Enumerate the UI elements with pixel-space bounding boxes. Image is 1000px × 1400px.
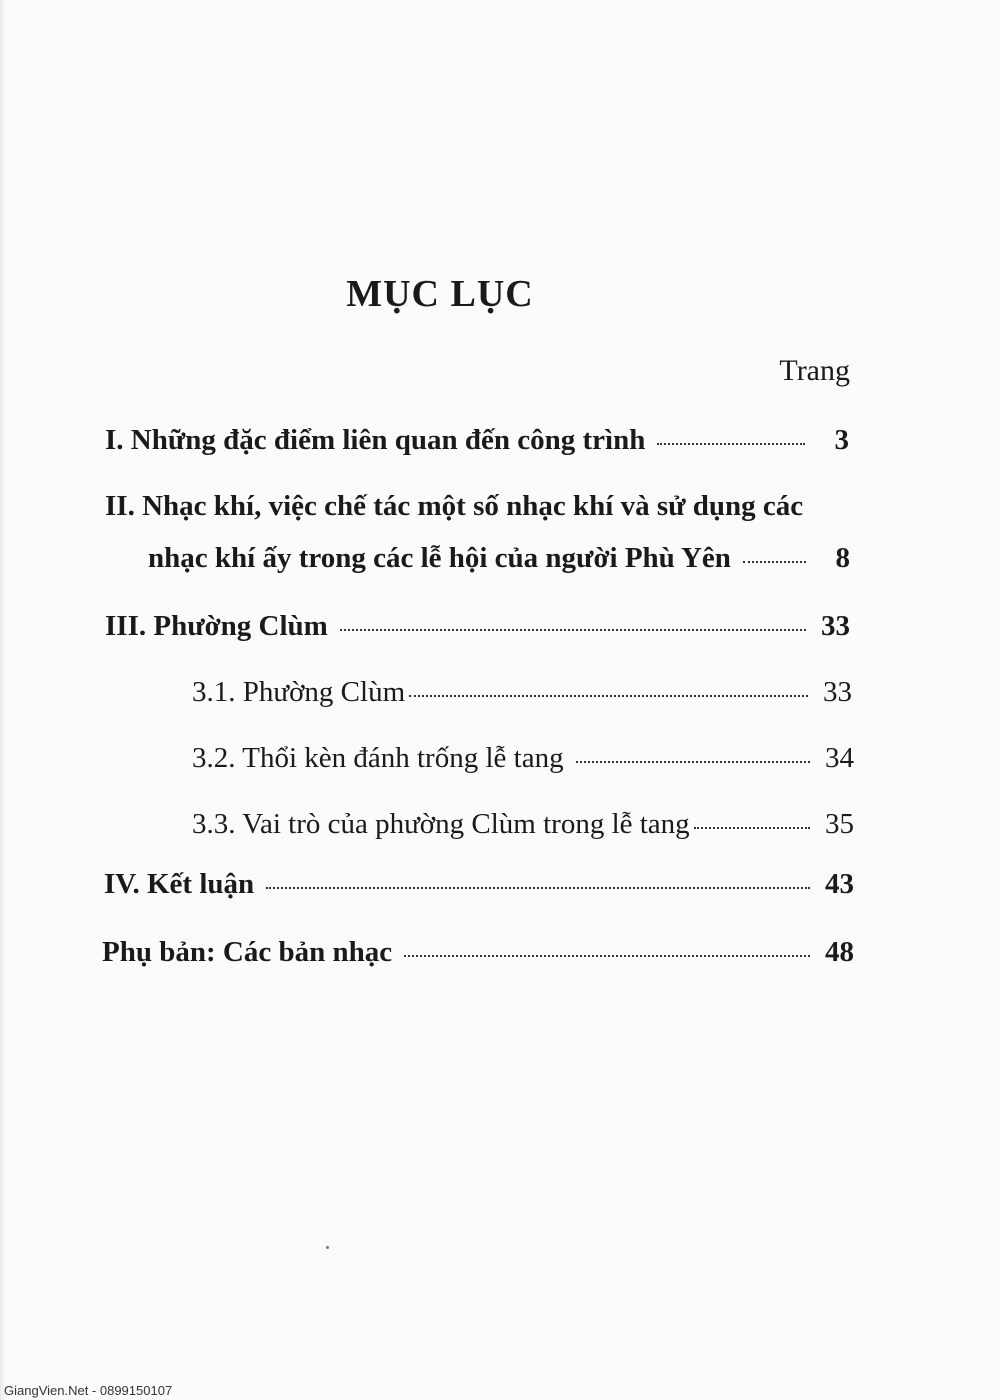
dot-leader [340, 629, 806, 631]
toc-entry-section-4[interactable] [104, 870, 854, 899]
toc-entry-label: III. Phường Clùm [105, 610, 328, 642]
dot-leader [743, 561, 806, 563]
toc-entry-page: 35 [825, 808, 854, 840]
toc-entry-3-3[interactable] [192, 810, 854, 839]
toc-entry-label: 3.2. Thổi kèn đánh trống lễ tang [192, 742, 564, 774]
toc-entry-page: 33 [823, 676, 852, 708]
toc-entry-page: 33 [821, 610, 850, 642]
toc-entry-label: 3.3. Vai trò của phường Clùm trong lễ tang [192, 808, 690, 840]
page-column-label: Trang [779, 354, 850, 387]
dot-leader [409, 695, 808, 697]
toc-entry-section-1[interactable] [105, 426, 849, 455]
toc-entry-label: IV. Kết luận [104, 868, 255, 900]
dot-leader [266, 887, 810, 889]
toc-entry-label: nhạc khí ấy trong các lễ hội của người Phù Yên [148, 542, 731, 574]
toc-entry-page: 48 [825, 936, 854, 968]
toc-entry-page: 8 [835, 542, 850, 574]
toc-entry-page: 43 [825, 868, 854, 900]
page-edge-shadow [0, 0, 6, 1400]
toc-entry-appendix[interactable] [102, 938, 854, 967]
dot-leader [694, 827, 810, 829]
toc-entry-3-2[interactable] [192, 744, 854, 773]
dot-leader [404, 955, 810, 957]
toc-entry-label: I. Những đặc điểm liên quan đến công trình [105, 424, 646, 456]
dot-leader [576, 761, 810, 763]
watermark-footer: GiangVien.Net - 0899150107 [4, 1383, 173, 1398]
toc-entry-section-2[interactable] [148, 544, 850, 573]
toc-entry-section-3[interactable] [105, 612, 850, 641]
toc-entry-label: Phụ bản: Các bản nhạc [102, 936, 393, 968]
toc-entry-section-2-line1[interactable]: II. Nhạc khí, việc chế tác một số nhạc khí và sử dụng các [105, 490, 804, 522]
paper-speck [326, 1246, 329, 1249]
page-title: MỤC LỤC [346, 273, 534, 315]
toc-entry-3-1[interactable] [192, 678, 852, 707]
toc-entry-page: 34 [825, 742, 854, 774]
dot-leader [657, 443, 805, 445]
toc-entry-label: 3.1. Phường Clùm [192, 676, 406, 708]
toc-entry-page: 3 [834, 424, 849, 456]
